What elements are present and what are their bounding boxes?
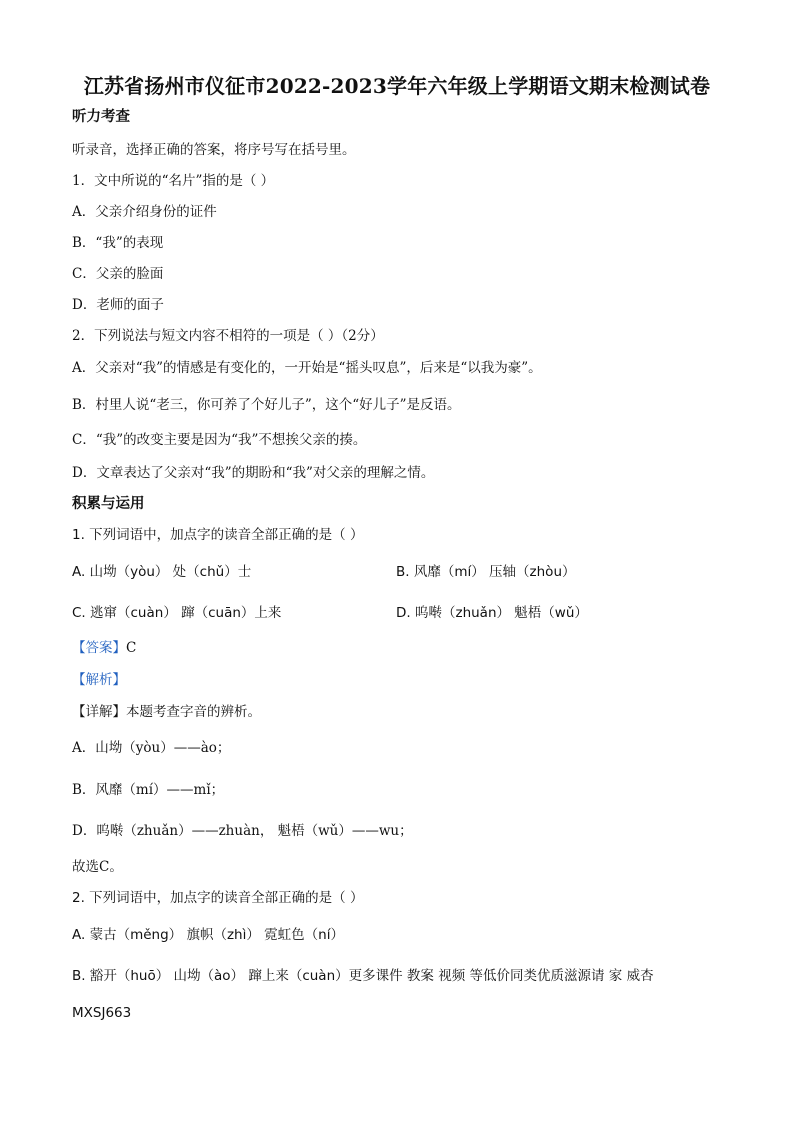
listening-q1-option-a: A．父亲介绍身份的证件 <box>72 204 217 220</box>
accumulation-q1-option-a: A. 山坳（yòu） 处（chǔ）士 <box>72 564 252 580</box>
listening-q2-option-c: C．“我”的改变主要是因为“我”不想挨父亲的揍。 <box>72 432 367 448</box>
accumulation-q2-option-a: A. 蒙古（měng） 旗帜（zhì） 霓虹色（ní） <box>72 927 344 943</box>
detail-tag: 【详解】 <box>72 704 126 720</box>
section-heading-listening: 听力考查 <box>72 108 130 125</box>
listening-q2-stem: 2．下列说法与短文内容不相符的一项是（ ）（2分） <box>72 328 384 344</box>
footer-code: MXSJ663 <box>72 1005 132 1021</box>
detail-line-a: A．山坳（yòu）——ào； <box>72 740 231 756</box>
listening-q1-option-b: B．“我”的表现 <box>72 235 164 251</box>
listening-q1-option-c: C．父亲的脸面 <box>72 266 164 282</box>
detail-line-d: D．呜啭（zhuǎn）——zhuàn， 魁梧（wǔ）——wu； <box>72 823 413 839</box>
accumulation-q1-option-c: C. 逃窜（cuàn） 蹿（cuān）上来 <box>72 605 282 621</box>
analysis-tag: 【解析】 <box>72 672 126 688</box>
answer-line <box>72 639 136 657</box>
detail-line-b: B．风靡（mí）——mǐ； <box>72 782 225 798</box>
answer-value: C <box>126 640 137 656</box>
listening-q1-option-d: D．老师的面子 <box>72 297 164 313</box>
listening-q2-option-b: B．村里人说“老三，你可养了个好儿子”，这个“好儿子”是反语。 <box>72 397 461 413</box>
accumulation-q1-option-d: D. 呜啭（zhuǎn） 魁梧（wǔ） <box>396 605 588 621</box>
detail-text: 本题考查字音的辨析。 <box>126 704 261 720</box>
answer-tag: 【答案】 <box>72 640 126 656</box>
listening-q2-option-d: D．文章表达了父亲对“我”的期盼和“我”对父亲的理解之情。 <box>72 465 435 481</box>
conclusion-line: 故选C。 <box>72 859 123 875</box>
listening-q2-option-a: A．父亲对“我”的情感是有变化的，一开始是“摇头叹息”，后来是“以我为豪”。 <box>72 360 542 376</box>
accumulation-q2-option-b: B. 豁开（huō） 山坳（ào） 蹿上来（cuàn）更多课件 教案 视频 等低价同类优质滋源请 家 威杏 <box>72 968 654 984</box>
listening-instruction: 听录音，选择正确的答案，将序号写在括号里。 <box>72 142 356 158</box>
section-heading-accumulation: 积累与运用 <box>72 495 145 512</box>
accumulation-q1-option-b: B. 风靡（mí） 压轴（zhòu） <box>396 564 576 580</box>
listening-q1-stem: 1．文中所说的“名片”指的是（ ） <box>72 173 275 189</box>
document-title: 江苏省扬州市仪征市2022-2023学年六年级上学期语文期末检测试卷 <box>83 74 711 98</box>
accumulation-q1-stem: 1. 下列词语中，加点字的读音全部正确的是（ ） <box>72 527 364 543</box>
detail-line <box>72 703 261 721</box>
accumulation-q2-stem: 2. 下列词语中，加点字的读音全部正确的是（ ） <box>72 890 364 906</box>
